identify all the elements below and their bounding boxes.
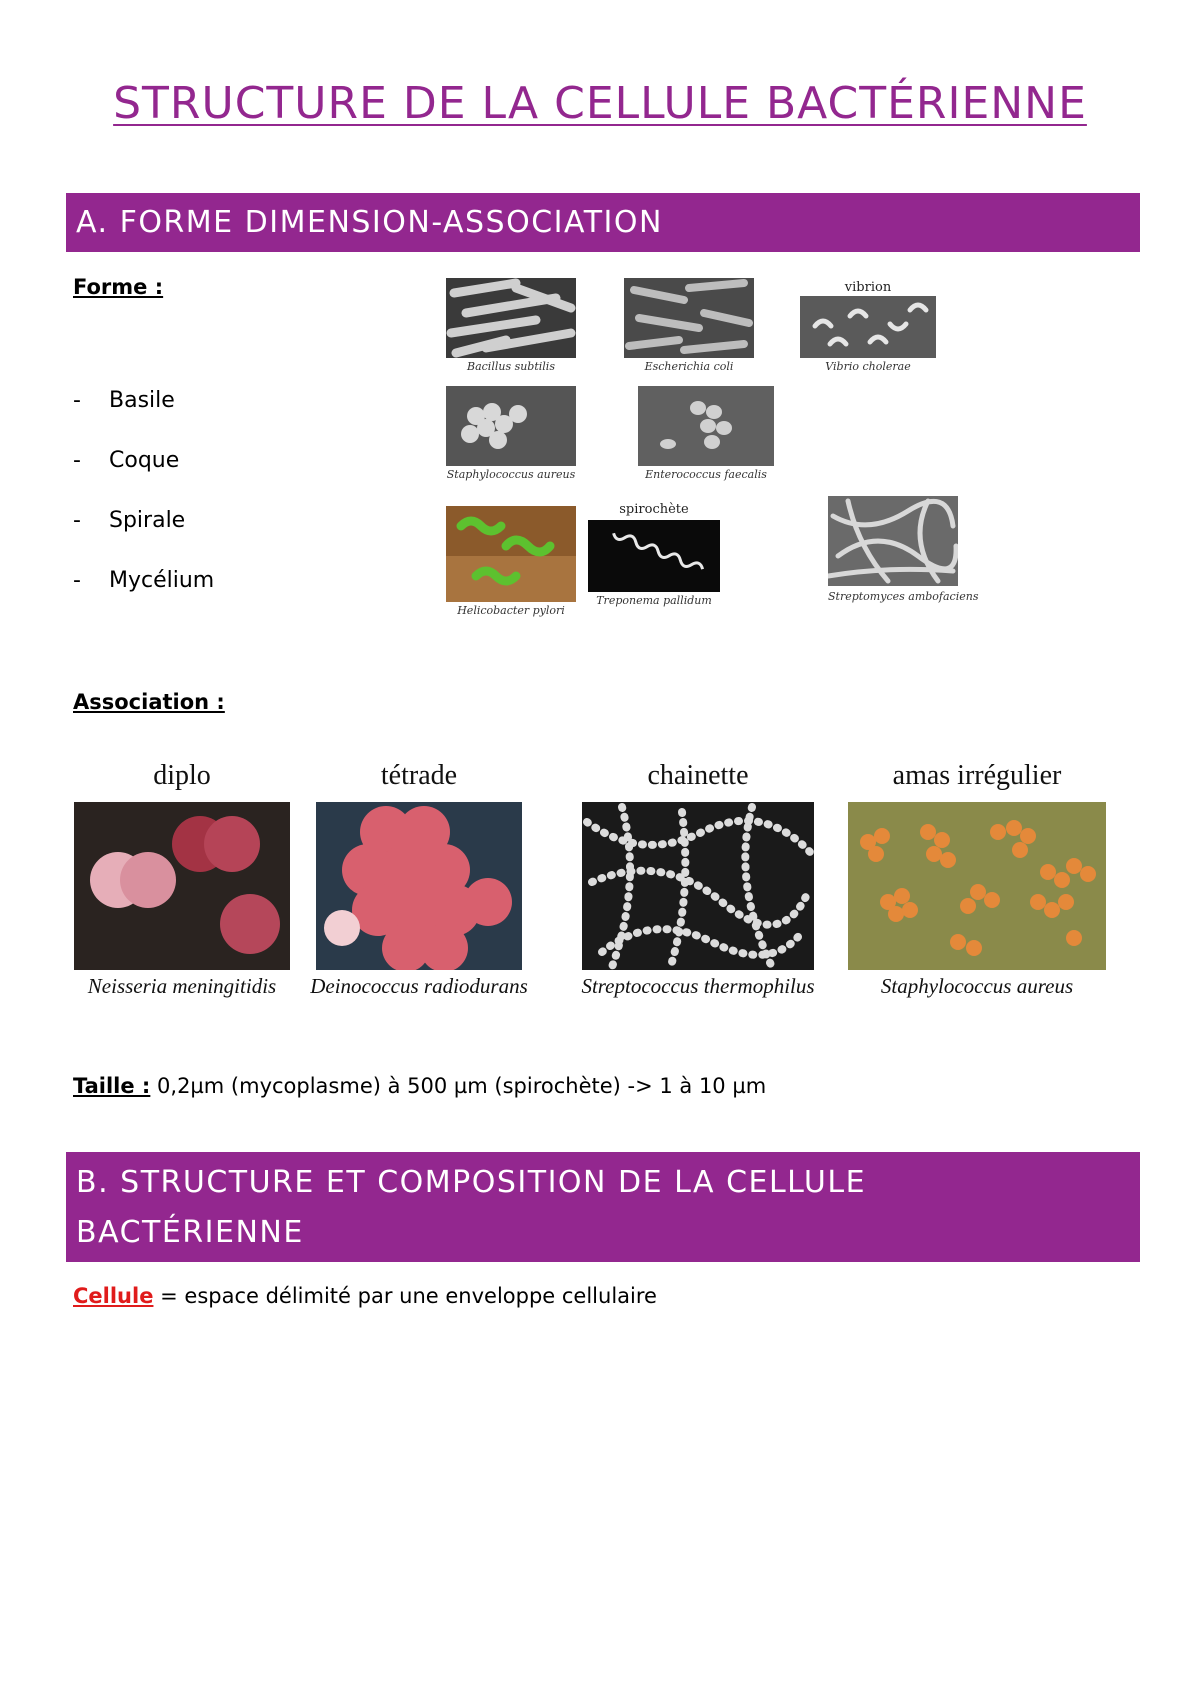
micrograph-caption: Treponema pallidum — [596, 594, 712, 607]
shape-name: Spirale — [109, 508, 186, 533]
micrograph-overlay-label: vibrion — [844, 280, 892, 295]
shape-list — [73, 388, 214, 628]
bullet: - — [73, 388, 81, 413]
association-heading: tétrade — [380, 760, 458, 791]
micrograph-caption: Vibrio cholerae — [825, 360, 911, 373]
micrograph-staph — [446, 386, 576, 486]
staph-image — [446, 386, 576, 466]
association-heading: chainette — [647, 760, 749, 791]
association-label — [73, 690, 225, 714]
micrograph-caption: Helicobacter pylori — [457, 604, 565, 617]
association-caption: Deinococcus radiodurans — [310, 974, 528, 998]
micrograph-overlay-label: spirochète — [619, 502, 689, 517]
shape-name: Mycélium — [109, 568, 215, 593]
list-item — [73, 448, 214, 508]
shape-name: Basile — [109, 388, 175, 413]
taille-text: 0,2µm (mycoplasme) à 500 µm (spirochète) -> 1 à 10 µm — [157, 1074, 767, 1098]
bullet: - — [73, 448, 81, 473]
micrograph-helicobacter — [446, 506, 576, 618]
list-item — [73, 388, 214, 448]
amas-image — [848, 802, 1106, 970]
association-heading: amas irrégulier — [892, 760, 1062, 791]
cellule-text: = espace délimité par une enveloppe cellulaire — [153, 1284, 657, 1308]
page-title: STRUCTURE DE LA CELLULE BACTÉRIENNE — [113, 78, 1087, 129]
section-b-heading-line1: B. STRUCTURE ET COMPOSITION DE LA CELLULE — [76, 1165, 867, 1200]
micrograph-streptomyces — [828, 496, 979, 606]
forme-label-text: Forme : — [73, 275, 164, 299]
taille-line — [73, 1074, 766, 1098]
helicobacter-image — [446, 506, 576, 602]
taille-label: Taille : — [73, 1074, 151, 1098]
bullet: - — [73, 508, 81, 533]
enterococcus-image — [638, 386, 774, 466]
ecoli-image — [624, 278, 754, 358]
micrograph-caption: Enterococcus faecalis — [645, 468, 767, 481]
vibrio-image — [800, 296, 936, 358]
micrograph-caption: Escherichia coli — [644, 360, 734, 373]
association-label-text: Association : — [73, 690, 225, 714]
diplo-image — [74, 802, 290, 970]
bacilli-image — [446, 278, 576, 358]
section-b-heading-line2: BACTÉRIENNE — [76, 1215, 304, 1250]
micrograph-vibrio — [800, 280, 936, 378]
micrograph-caption: Staphylococcus aureus — [446, 468, 576, 481]
bullet: - — [73, 568, 81, 593]
forme-label — [73, 275, 163, 299]
section-a-heading: A. FORME DIMENSION-ASSOCIATION — [66, 193, 1140, 252]
treponema-image — [588, 520, 720, 592]
section-b-heading — [66, 1152, 1140, 1262]
chainette-image — [582, 802, 814, 970]
shape-name: Coque — [109, 448, 180, 473]
association-heading: diplo — [153, 760, 211, 791]
association-caption: Staphylococcus aureus — [880, 974, 1074, 998]
cellule-definition — [73, 1284, 657, 1308]
micrograph-enterococcus — [638, 386, 774, 486]
micrograph-ecoli — [624, 278, 754, 378]
tetrade-image — [316, 802, 522, 970]
streptomyces-image — [828, 496, 958, 586]
micrograph-caption: Bacillus subtilis — [467, 360, 555, 373]
association-caption: Neisseria meningitidis — [87, 974, 277, 998]
micrograph-treponema — [588, 502, 720, 606]
cellule-term: Cellule — [73, 1284, 154, 1308]
micrograph-bacillus — [446, 278, 576, 378]
list-item — [73, 568, 214, 628]
list-item — [73, 508, 214, 568]
micrograph-caption: Streptomyces ambofaciens — [828, 590, 979, 603]
association-caption: Streptococcus thermophilus — [581, 974, 815, 998]
